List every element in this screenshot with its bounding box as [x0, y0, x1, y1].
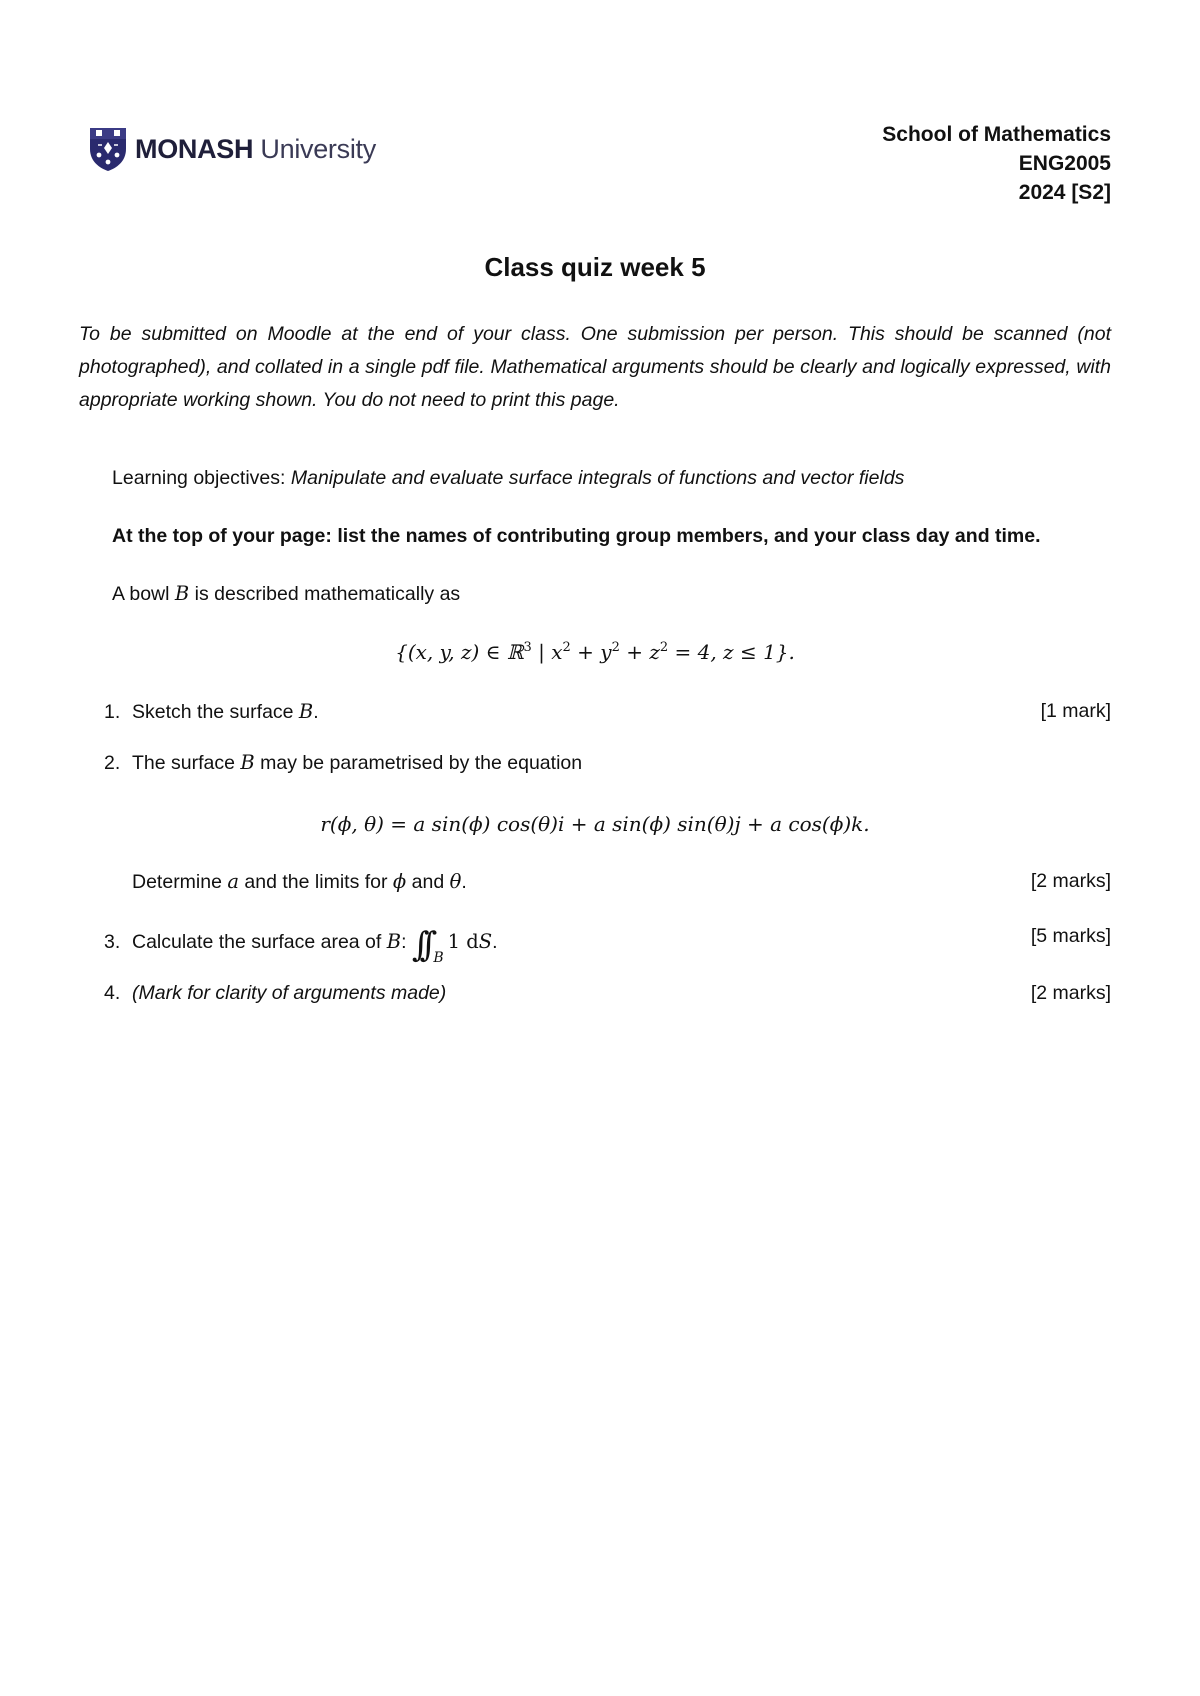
logo-wordmark — [135, 133, 376, 164]
question-text: Calculate the surface area of — [132, 931, 387, 953]
question-text: The surface — [132, 752, 241, 774]
question-symbol: B — [386, 930, 402, 953]
question-marks: [2 marks] — [1030, 982, 1111, 1004]
question-number: 2. — [104, 752, 121, 774]
question-1 — [104, 700, 1111, 724]
question-text-end: may be parametrised by the equation — [254, 752, 583, 774]
question-text-colon: : — [401, 931, 412, 953]
question-marks: [1 mark] — [1040, 700, 1111, 722]
question-marks: [2 marks] — [1030, 870, 1111, 892]
monash-logo — [87, 125, 376, 173]
question-3 — [104, 925, 1111, 966]
question-symbol: B — [240, 751, 255, 774]
logo-brand-light: University — [253, 133, 376, 164]
unit-code: ENG2005 — [1018, 152, 1111, 175]
set-eq-exp: 3 — [523, 640, 532, 655]
integral-subscript: B — [433, 950, 444, 966]
bowl-intro — [112, 582, 460, 606]
question-text: Sketch the surface — [132, 701, 299, 723]
question-marks: [5 marks] — [1030, 925, 1111, 947]
double-integral-sign: ∫∫ — [411, 925, 428, 965]
set-eq-open: {(x, y, z) ∈ ℝ — [395, 640, 524, 664]
integrand: 1 d — [447, 930, 479, 953]
question-number: 1. — [104, 701, 121, 723]
learning-objectives — [112, 467, 904, 490]
question-text-end: . — [313, 701, 319, 723]
determine-text-4: . — [461, 871, 467, 893]
set-eq-mid2: + y — [570, 640, 612, 664]
determine-phi: ϕ — [392, 870, 407, 893]
determine-text: Determine — [132, 871, 228, 893]
bowl-symbol: B — [174, 582, 190, 605]
logo-brand-bold: MONASH — [135, 133, 254, 164]
submission-instructions: To be submitted on Moodle at the end of your class. One submission per person. This should be scanned (not photographed), and collated in a single pdf file. Mathematical arguments should be clearly and logically expressed, with appropriate working shown. You do not need to print this page. — [79, 323, 1111, 411]
determine-a: a — [227, 870, 240, 893]
question-text: (Mark for clarity of arguments made) — [132, 982, 447, 1004]
set-equation — [0, 640, 1190, 664]
set-eq-mid1: | x — [531, 640, 563, 664]
determine-text-2: and the limits for — [239, 871, 393, 893]
bowl-intro-before: A bowl — [112, 583, 175, 605]
set-eq-exp4: 2 — [659, 640, 669, 655]
question-text-end: . — [492, 931, 498, 953]
determine-theta: θ — [449, 870, 462, 893]
bowl-intro-after: is described mathematically as — [189, 583, 461, 605]
determine-line — [132, 870, 1111, 894]
monash-crest-icon — [87, 125, 129, 173]
set-eq-exp3: 2 — [611, 640, 620, 655]
term-label: 2024 [S2] — [1018, 181, 1111, 204]
question-symbol: B — [298, 700, 314, 723]
question-4 — [104, 982, 1111, 1005]
set-eq-mid3: + z — [619, 640, 660, 664]
question-2 — [104, 751, 1111, 775]
page-title: Class quiz week 5 — [484, 252, 706, 282]
school-name: School of Mathematics — [882, 123, 1111, 146]
question-number: 4. — [104, 982, 121, 1004]
determine-text-3: and — [406, 871, 450, 893]
course-header — [882, 120, 1111, 207]
integrand-s: S — [478, 930, 493, 953]
set-eq-exp2: 2 — [562, 640, 571, 655]
question-number: 3. — [104, 931, 121, 953]
set-eq-close: = 4, z ≤ 1}. — [668, 640, 795, 664]
objectives-text: Manipulate and evaluate surface integrals of functions and vector fields — [290, 467, 905, 489]
parametrisation-equation: r(ϕ, θ) = a sin(ϕ) cos(θ)i + a sin(ϕ) sin(θ)j + a cos(ϕ)k. — [320, 812, 870, 836]
objectives-label: Learning objectives: — [112, 467, 291, 489]
group-instruction: At the top of your page: list the names of contributing group members, and your class day and time. — [112, 525, 1041, 547]
